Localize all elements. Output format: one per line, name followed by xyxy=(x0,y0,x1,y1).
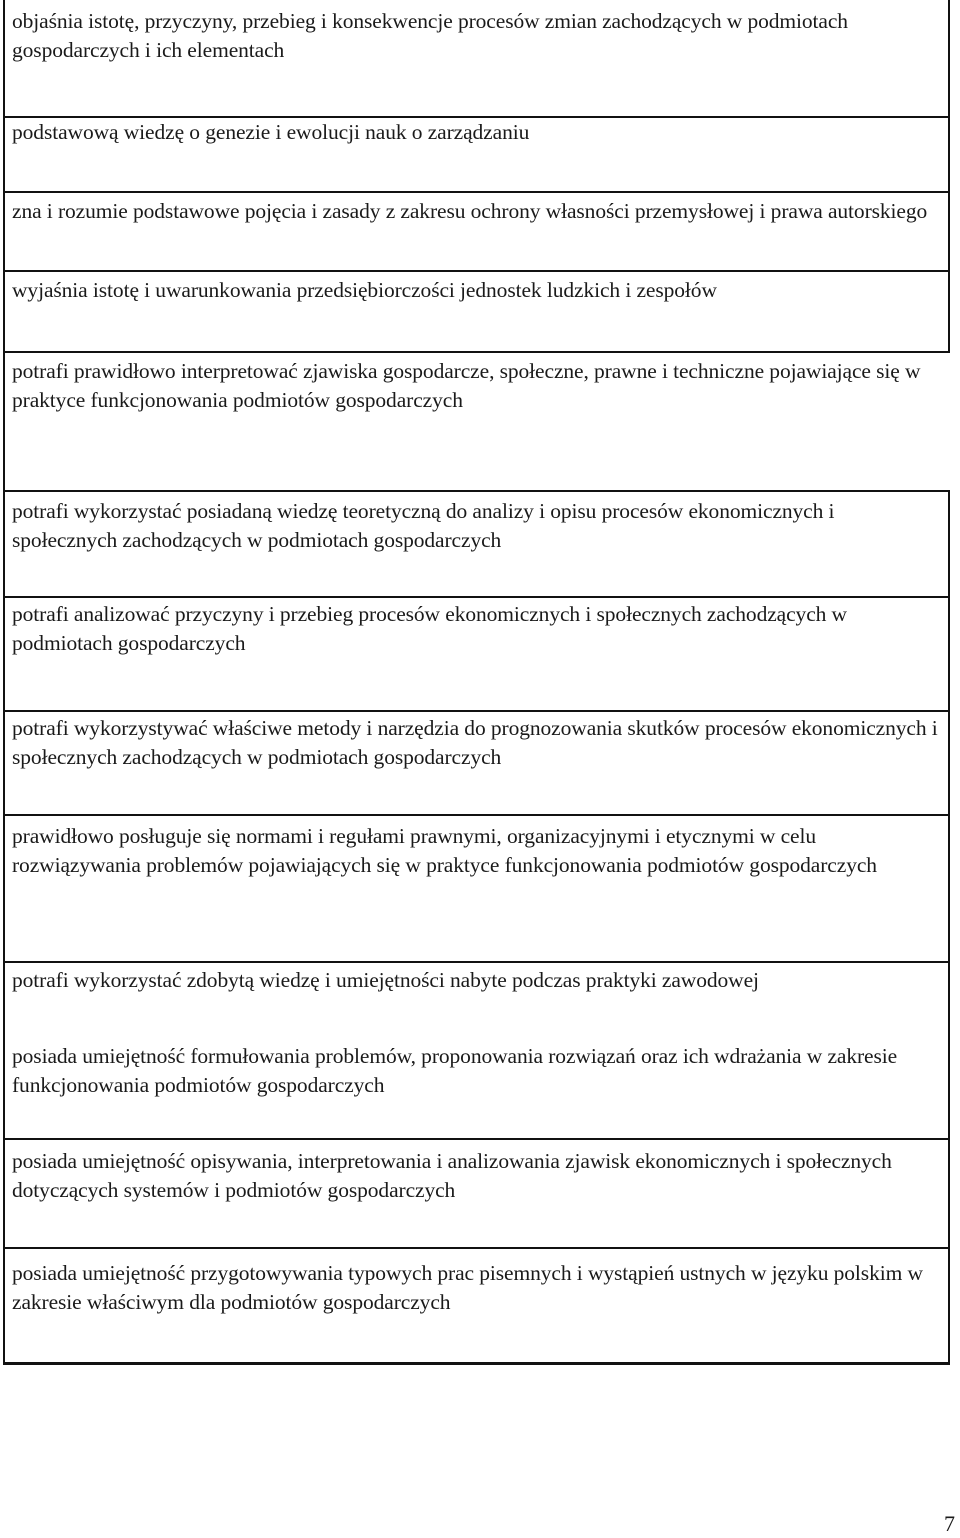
row-divider xyxy=(3,961,950,963)
row-divider xyxy=(3,191,950,193)
table-row: potrafi analizować przyczyny i przebieg procesów ekonomicznych i społecznych zachodzących w podmiotach gospodarczych xyxy=(12,602,847,655)
table-row: posiada umiejętność opisywania, interpretowania i analizowania zjawisk ekonomicznych i społecznych dotyczących systemów i podmiotów gospodarczych xyxy=(12,1149,892,1202)
table-right-border-lower xyxy=(948,490,950,1365)
page-number: 7 xyxy=(944,1511,955,1536)
row-divider xyxy=(3,270,950,272)
table-left-border-lower xyxy=(3,353,5,1365)
row-divider xyxy=(3,351,950,353)
table-row: potrafi wykorzystywać właściwe metody i narzędzia do prognozowania skutków procesów ekonomicznych i społecznych zachodzących w podmiotach gospodarczych xyxy=(12,716,938,769)
table-bottom-border xyxy=(3,1362,950,1365)
table-row: zna i rozumie podstawowe pojęcia i zasady z zakresu ochrony własności przemysłowej i prawa autorskiego xyxy=(12,199,928,223)
table-row: posiada umiejętność przygotowywania typowych prac pisemnych i wystąpień ustnych w języku polskim w zakresie właściwym dla podmiotów gospodarczych xyxy=(12,1261,923,1314)
table-left-border-upper xyxy=(3,0,5,353)
table-row: prawidłowo posługuje się normami i regułami prawnymi, organizacyjnymi i etycznymi w celu rozwiązywania problemów pojawiających się w praktyce funkcjonowania podmiotów gospodarczych xyxy=(12,824,877,877)
table-row: wyjaśnia istotę i uwarunkowania przedsiębiorczości jednostek ludzkich i zespołów xyxy=(12,278,717,302)
table-row: podstawową wiedzę o genezie i ewolucji nauk o zarządzaniu xyxy=(12,120,530,144)
table-row: posiada umiejętność formułowania problemów, proponowania rozwiązań oraz ich wdrażania w zakresie funkcjonowania podmiotów gospodarczych xyxy=(12,1044,898,1097)
row-divider xyxy=(3,596,950,598)
row-divider xyxy=(3,1138,950,1140)
table-row: potrafi wykorzystać zdobytą wiedzę i umiejętności nabyte podczas praktyki zawodowej xyxy=(12,968,759,992)
row-divider xyxy=(3,710,950,712)
table-row: potrafi wykorzystać posiadaną wiedzę teoretyczną do analizy i opisu procesów ekonomicznych i społecznych zachodzących w podmiotach gospodarczych xyxy=(12,499,835,552)
table-row: objaśnia istotę, przyczyny, przebieg i konsekwencje procesów zmian zachodzących w podmiotach gospodarczych i ich elementach xyxy=(12,9,848,62)
table-right-border-upper xyxy=(948,0,950,353)
table-row: potrafi prawidłowo interpretować zjawiska gospodarcze, społeczne, prawne i techniczne pojawiające się w praktyce funkcjonowania podmiotów gospodarczych xyxy=(12,359,921,412)
row-divider xyxy=(3,1247,950,1249)
row-divider xyxy=(3,814,950,816)
row-divider xyxy=(3,490,950,492)
